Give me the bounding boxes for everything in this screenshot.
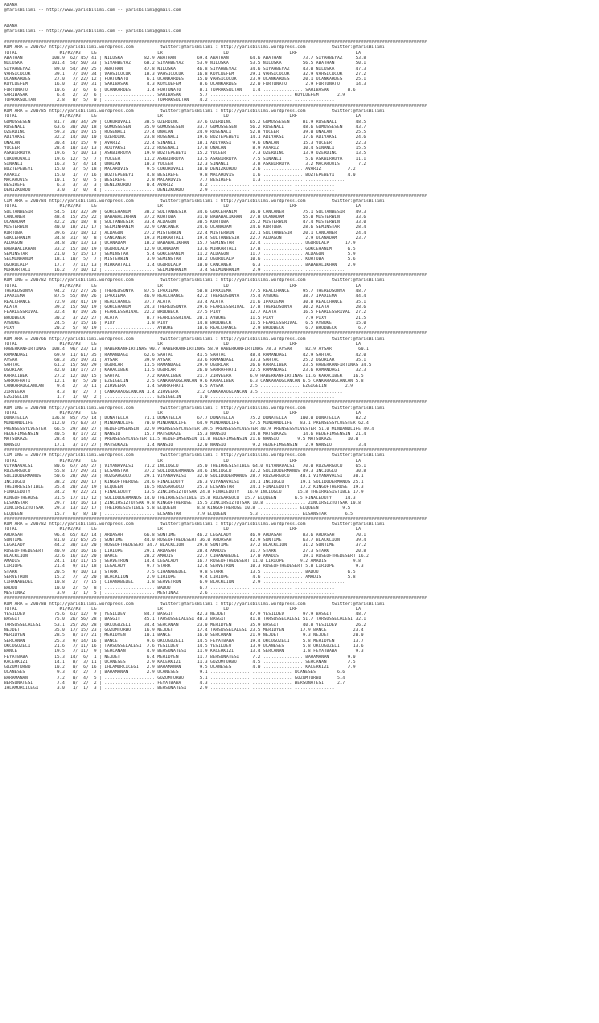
text-line: GOZUMTURBO 10.2 0/ 6/ 16 | IHLAMURCICEGI 2.9 BARAMANAN 9.5 UCANESES 4.0 ............... KACERKIZI 7.9 [4, 665, 356, 671]
text-line: NANSIO 17.1 3/ 17/ 27 | MATSUKAZE 1.4 NANSIO 12.0 NANSIO 9.2 HEDEFIMSENSIN 2.9 NANSIO 3.4 [4, 442, 367, 448]
text-line: IHLAMURCICEGI 3.0 1/ 1/ 3 | ................... BERSUNATESI 2.9 ............... ............... ............... [4, 686, 335, 692]
race-header: KUM ING = 200782 http://yarisbilimi.wordpress.com twitter:@YarisBilimi : http://yarisbilimi.wordpress.com twitter:@YarisBilimi [4, 278, 385, 284]
text-line: PRENSESSYLVESTER 66.5 29/ 38/ 27 | HEDEFIMSENSIN 32.9 PRENSESSYLVESTER 39.5 PRENSESSYLVESTER 40.9 PRENSESSYLVESTER 51.0 MINDANDLIFE 49.4 [4, 426, 375, 432]
column-header: TOTAL #1/#2/#3 LG LR LD LRF LA [4, 606, 361, 612]
text-line: VAHSICOCUK 39.1 7/ 19/ 34 | VAHSICOCUK 18.3 VAHSICOCUK 16.8 KOYLUEFEM 29.1 VAHSICOCUK 32.9 VAHSICOCUK 27.2 [4, 71, 367, 77]
text-line: SARRAFHATI 12.1 0/ 5/ 20 | EZGIGELIN 2.5 CANKARAOGLANCAN 9.6 KARACIBEK 6.3 CANKARAOGLANCAN 6.5 CANKARAOGLANCAN 5.8 [4, 379, 364, 385]
column-header: TOTAL #1/#2/#3 LG LR LD LRF LA [4, 458, 361, 464]
column-header: TOTAL #1/#2/#3 LG LR LD LRF LA [4, 342, 361, 347]
text-line: BOZTEPEBEYI 15.0 3/ 5/ 18 | MACAROVIS 9.5 CUKUROVALI 10.0 DENIZKURDU 2.6 ............... AVARIZ 7.2 [4, 167, 356, 173]
text-line: HEDEFIMSENSIN 40.5 8/ 17/ 22 | NANSIO 15.7 MATSUKAZE 15.3 NANSIO 24.8 MATSUKAZE 14.6 HEDEFIMSENSIN 21.4 [4, 432, 367, 438]
header-contact: @YarisBilimi -- http://www.yarisbilimi.com -- yarisbilimi@gmail.com [4, 8, 182, 14]
text-line: GOKCEHANIM 34.8 31/ 8/ 8 | CANCANER 19.3 MIRKARTALI 19.4 SULTANBESIR 22.7 ALDAGON 2.9 UCANADAM 23.7 [4, 236, 367, 242]
text-line: KARACIBEK 27.2 12/ 10/ 15 | SAHTAC 7.2 KARACIBEK 21.7 ZIRVEERA 6.9 HABERKANFIRTINAS 11.6 KARACIBEK 16.5 [4, 373, 364, 379]
text-line: MISTERWIN 40.0 18/ 21/ 17 | SELMINHANIM 32.9 CANCANER 24.6 UCANADAM 24.6 KURTOBA 28.6 SEMINSTAR 28.4 [4, 225, 367, 231]
section-separator: ################################################################################################################################################################ [4, 40, 427, 46]
text-line: MACAROVIS 10.1 5/ 0/ 5 | BESIREFE 2.8 MACAROVIS 7.7 BESIREFE 1.3 ............... ............... [4, 177, 345, 183]
text-line: ELQUEEN 15.7 6/ 8/ 10 | ................... ELSANSTAR 7.9 ELQUEEN 5.3 ............... ELSANSTAR 6.5 [4, 511, 353, 517]
text-line: BANCE 19.5 7/ 11/ 9 | SERCANAN 4.9 BERSUNATESI 11.9 KACERKIZI 13.4 SERCANAN 1.8 FEYATBABA 9.3 [4, 649, 364, 655]
text-line: BESIREFE 6.3 3/ 3/ 3 | DENIZKURDU 0.4 AVARIZ 4.2 ............... ............... ............... [4, 183, 335, 189]
text-line: THEREDSONYA 94.2 72/ 27/ 26 | THEREDSONYA 87.5 IPAXIEMA 50.8 IPAXIEMA 77.5 REALCHANCE 95.7 THEREDSONYA 48.7 [4, 289, 367, 295]
text-line: FEYATBABA 15.3 14/ 6/ 1 | NEJDET 6.4 MERIDYEN 11.7 BERSUNATESI 7.2 ............... BARAMANAN 9.0 [4, 654, 356, 660]
section-separator: ################################################################################################################################################################ [4, 447, 427, 453]
text-line: FURTUNATO 10.6 3/ 6/ 6 | UCANKARDES 1.4 FURTUNATO 8.1 TOPRAKSULTAN 1.4 ............... SARIBASAK 8.6 [4, 87, 356, 93]
text-line: BLACKLION 32.6 16/ 12/ 20 | BARCE 28.2 AMADIS 22.7 CIHANABEDEL 17.0 AMADIS 19.1 ROSEOFTHEDESERT 16.2 [4, 553, 369, 559]
text-line: ADANA [4, 24, 18, 30]
text-line: KACERKIZI 14.1 8/ 3/ 11 | UCANESES 2.9 KACERKIZI 11.3 GOZUMTURBO 4.5 ............... SERCANAN 7.5 [4, 659, 356, 665]
text-line: BADUU 10.0 2/ 5/ 8 | ................... BADUU 6.7 ............... ............... ............... [4, 585, 335, 591]
text-line: SUNTIME 81.0 21/ 65/ 25 | SUNTIME 44.0 ROSEOFTHEDESERT 36.0 ARDASAH 42.9 SUNTIME 63.7 BLACKLION 39.4 [4, 537, 367, 543]
text-line: UCANKARDES 27.0 7/ 22/ 12 | FURTUNATO 6.1 UCANKARDES 15.0 VAHSICOCUK 23.9 UCANKARDES 20.1 UCANKARDES 25.1 [4, 77, 367, 83]
text-line: SINANLI 16.3 5/ 4/ 14 | UNALAN 10.3 YUCEER 12.3 SINANLI 3.8 ASKBIRRUYA 3.2 MACAROVIS 7.2 [4, 161, 367, 167]
text-line: MINDANDLIFE 112.0 75/ 63/ 37 | MINDANDLIFE 70.0 MINDANDLIFE 64.9 MINDANDLIFE 57.5 MINDANDLIFE 83.1 PRENSESSYLVESTER 62.4 [4, 421, 369, 427]
race-header: KUM ARA = 200766 http://yarisbilimi.wordpress.com twitter:@YarisBilimi : http://yarisbilimi.wordpress.com twitter:@YarisBilimi [4, 336, 385, 342]
text-line: EZGIGELIN 1.7 1/ 0/ 2 | ................... EZGIGELIN 1.0 ............... ............... ............... [4, 394, 335, 400]
text-line: OKCUGUZELI 21.6 7/ 11/ 16 | TARSUSSELALESI 7.6 YESILDEV 14.5 YESILDEV 13.9 UCANESES 5.8 OKCUGUZELI 13.6 [4, 643, 364, 649]
section-separator: ################################################################################################################################################################ [4, 516, 427, 522]
text-line: ALATA 39.2 15/ 50/ 19 | GOKCEHANIM 24.3 THEREDSONYA 29.6 FEARLESSRIVAL 17.8 THEREDSONYA 30.2 ALATA 28.6 [4, 304, 367, 310]
text-line: MATSUKAZE 28.4 4/ 14/ 32 | PRENSESSYLVESTER 11.5 HEDEFIMSENSIN 11.8 HEDEFIMSENSIN 21.6 NANSIO 9.5 MATSUKAZE 10.0 [4, 437, 359, 443]
text-line: KURTOBA 39.6 23/ 18/ 12 | ALDAGON 27.2 MISTERWIN 22.4 MISTERWIN 22.1 SULTANBESIR 20.1 CANCANER 24.4 [4, 230, 367, 236]
header-city: ADANA [4, 3, 18, 8]
text-line: YUCEER 28.4 10/ 13/ 13 | ADIYAKSI 21.2 RUSENALI 17.8 UNALAN 8.9 AVARIZ 10.4 SINANLI 15.5 [4, 146, 367, 152]
text-line: SULTANBESIR 54.5 14/ 32/ 39 | GOKCEHANIM 38.2 SULTANBESIR 34.6 GOKCEHANIM 36.0 CANCANER 75.1 SULTANBESIR 49.3 [4, 209, 367, 215]
column-header: TOTAL #1/#2/#3 LG LR LD LRF LA [4, 527, 361, 533]
section-separator: ################################################################################################################################################################ [4, 103, 427, 109]
race-header: KUM ING = 200780 http://yarisbilimi.wordpress.com twitter:@YarisBilimi : http://yarisbilimi.wordpress.com twitter:@YarisBilimi [4, 405, 385, 411]
text-line: AMADIS 24.1 14/ 11/ 15 | SERVETRON 14.4 LEGALADY 16.7 ROSEOFTHEDESERT 11.0 LIRIOPE 9.2 AMADIS 9.8 [4, 559, 361, 565]
section-separator: ################################################################################################################################################################ [4, 400, 427, 406]
section-separator: ################################################################################################################################################################ [4, 596, 427, 602]
text-line: MESTINAZ 3.9 1/ 1/ 5 | ................... MESTINAZ 2.6 ............... ............... ............... [4, 590, 335, 596]
text-line: NILUSKA 101.4 54/ 50/ 33 | SIYAHBEYAZ 68.2 SIYAHBEYAZ 53.9 NILUSKA 53.5 NILUSKA 56.5 ABATHAN 50.1 [4, 61, 367, 67]
text-line: RUZGARGUCU 55.8 17/ 29/ 31 | ELSANSTAR 37.2 SOLIDODERMANOS 34.6 INCIOGLU 32.2 SOLIDODERMANOS 49.3 INCIOGLU 30.8 [4, 469, 367, 475]
race-header: KUM ARA = 200782 http://yarisbilimi.wordpress.com twitter:@YarisBilimi : http://yarisbilimi.wordpress.com twitter:@YarisBilimi [4, 522, 385, 528]
text-line: ROSEOFTHEDESERT 40.9 24/ 16/ 16 | LIRIOPE 29.1 ARDASAH 28.4 AMADIS 31.7 STARK 27.3 STARK 20.8 [4, 548, 367, 554]
text-line: SOLIDODERMANOS 50.6 28/ 20/ 23 | RUZGARGUCU 29.1 VIYANAVALSI 32.0 SOLIDODERMANOS 28.7 RUZGARGUCU 48.1 VIYANAVALSI 30.1 [4, 474, 364, 480]
text-line: CANCANER 48.4 15/ 25/ 22 | BABABALIKHAN 37.2 KURTOBA 31.0 BABABALIKHAN 27.8 UCANADAM 55.0 MISTERWIN 33.6 [4, 214, 367, 220]
text-line: TARSUSSELALESI 53.1 25/ 26/ 28 | OKCUGUZELI 34.4 SERCANAN 23.0 MERIDYEN 35.9 BASGIT 40.8 YESILDEV 26.2 [4, 622, 367, 628]
race-header: KUM ARA = 200780 http://yarisbilimi.wordpress.com twitter:@YarisBilimi : http://yarisbilimi.wordpress.com twitter:@YarisBilimi [4, 601, 385, 607]
text-line: BRODBECK 30.2 3/ 22/ 27 | ALATA 8.7 FEARLESSRIVAL 20.1 AYBUKE 11.5 PIXY 7.9 PIXY 21.5 [4, 315, 367, 321]
text-line: NEJDET 35.0 17/ 15/ 23 | GOZUMTURBO 16.9 NEJDET 17.4 TARSUSSELALESI 23.5 MERIDYEN 17.9 BANCE 23.4 [4, 628, 364, 634]
text-line: SERCANAN 25.3 9/ 14/ 16 | BANCE 9.6 OKCUGUZELI 14.5 FEYATBABA 19.4 OKCUGUZELI 5.8 MERIDYEN 13.7 [4, 638, 364, 644]
column-header: TOTAL #1/#2/#3 LG LR LD LRF LA [4, 50, 361, 56]
text-line: BARAMANAN 7.2 0/ 4/ 5 | ................... GOZUMTURBO 5.1 ............... ............... GOZUMTURBO 5.4 [4, 675, 345, 681]
text-line: BERSUNATESI 7.4 0/ 2/ 2 | ................... FEYATBABA 4.3 ............... ............... BERSUNATESI 2.7 [4, 681, 345, 686]
text-line: @YarisBilimi -- http://www.yarisbilimi.com -- yarisbilimi@gmail.com [4, 29, 182, 35]
text-line: SEMINSTAR 21.0 5/ 15/ 17 | SEMINSTAR 5.4 GOKCEHANIM 11.2 ALDAGON 11.7 ............... ALDAGON 5.9 [4, 251, 356, 257]
text-line: YESILDEV 75.6 61/ 12/ 9 | YESILDEV 84.7 BASGIT 42.3 NEJDET 47.9 YESILDEV 97.9 BASGIT 48.7 [4, 612, 367, 618]
text-line: BASGIT 75.0 26/ 56/ 28 | BASGIT 45.1 TARSUSSELALESI 40.3 BASGIT 41.8 TARSUSSELALESI 51.7 TARSUSSELALESI 32.1 [4, 617, 367, 623]
text-line: FEARLESSRIVAL 32.4 8/ 19/ 26 | FEARLESSRIVAL 22.2 BRODBECK 27.5 PIXY 12.7 ALATA 16.5 FEARLESSRIVAL 27.2 [4, 310, 367, 316]
text-line: SERVETRON 15.2 7/ 2/ 20 | BLACKLION 2.9 LIRIOPE 9.4 LIRIOPE 4.6 ............... AMADIS 5.8 [4, 575, 356, 581]
text-line: DONATELLA 136.8 85/ 75/ 14 | DONATELLA 71.1 DONATELLA 67.7 DONATELLA 75.2 DONATELLA 100.0 DONATELLA 82.2 [4, 416, 367, 422]
text-line: UCANESES 9.3 4/ 2/ 7 | BARAMANAN 2.9 UCANESES 9.1 ............... ............... UCANESES 6.6 [4, 670, 345, 676]
text-line: UNALAN 30.4 14/ 15/ 9 | AVARIZ 22.4 SINANLI 18.1 ADIYAKSI 9.6 UNALAN 15.3 YUCEER 22.3 [4, 140, 367, 146]
race-header: KUM ARA = 200767 http://yarisbilimi.wordpress.com twitter:@YarisBilimi : http://yarisbilimi.wordpress.com twitter:@YarisBilimi [4, 45, 385, 51]
text-line: REALCHANCE 72.9 34/ 41/ 19 | REALCHANCE 37.7 ALATA 33.4 ALATA 21.6 IPAXIEMA 30.8 REALCHANCE 35.1 [4, 299, 367, 305]
text-line: AYSAR 68.3 35/ 19/ 31 | AYSAR 39.9 AYSAR 33.6 RAMANDAGI 33.3 SAHTAC 25.2 UGURLAR 35.1 [4, 357, 367, 363]
text-line: CIHANABEDEL 10.8 2/ 7/ 15 | CIHANABEDEL 1.8 SERVETRON 6.9 BLACKLION 2.9 ............... ............... [4, 580, 345, 586]
text-line: LEGALADY 44.2 30/ 13/ 20 | ROSEOFTHEDESERT 34.7 BLACKLION 29.8 SUNTIME 37.2 BLACKLION 31.2 SUNTIME 37.2 [4, 543, 367, 549]
text-line: FINALEDUTY 34.2 9/ 22/ 21 | FINALEDUTY 13.5 ZINCIRSIZTUTSAK 24.8 FINALEDUTY 16.9 INCIOGLU 15.8 THEIRRESISTIBLE 17.9 [4, 490, 364, 496]
text-line: UCANADAM 42.2 26/ 18/ 8 | SULTANBESIR 33.4 ALDAGON 30.5 KURTOBA 25.2 MISTERWIN 47.4 MISTERWIN 33.0 [4, 220, 367, 226]
text-line: AVARIZ 15.0 1/ 7/ 16 | BOZTEPEBEYI 4.8 BESIREFE 9.8 MACAROVIS 1.6 ............... BOZTEPEBEYI 4.0 [4, 172, 356, 178]
text-line: ADIYAKSI 32.2 14/ 10/ 10 | OZERDINC 23.8 RUSENALI 19.6 BOZTEPEBEYI 14.1 ADIYAKSI 17.6 ADIYAKSI 24.6 [4, 135, 367, 141]
text-line: RAMANDAGI 69.9 11/ 61/ 35 | RAMANDAGI 62.6 SAHTAC 41.5 SAHTAC 48.4 RAMANDAGI 42.9 SAHTAC 42.0 [4, 352, 367, 358]
race-header: KUM ARA = 200785 http://yarisbilimi.wordpress.com twitter:@YarisBilimi : http://yarisbilimi.wordpress.com twitter:@YarisBilimi [4, 108, 385, 114]
text-line: ASKBIRRUYA 19.6 5/ 10/ 13 | ASKBIRRUYA 19.9 BOZTEPEBEYI 15.2 YUCEER 7.3 OZERDINC 13.9 OZERDINC 13.5 [4, 151, 367, 157]
text-line: MIRKARTALI 16.2 7/ 10/ 12 | ................... SELMINHANIM 3.4 SELMINHANIM 2.9 ............... ............... [4, 267, 345, 273]
race-tables [4, 24, 595, 691]
text-line: CANKARAOGLANCAN 9.4 2/ 3/ 11 | ZIRVEERA 1.4 SARRAFHATI 6.5 AYSAR 2.5 ............... EZGIGELIN 2.9 [4, 384, 353, 390]
text-line: SELMINHANIM 18.1 10/ 5/ 7 | MISTERWIN 3.9 SEMINSTAR 10.2 UGURULALP 10.6 ............... KURTOBA 5.6 [4, 257, 356, 263]
text-line: KOYLUEFEM 16.0 1/ 19/ 31 | SARIBASAK 4.3 KOYLUEFEM 8.6 UCANKARDES 22.0 FURTUNATO 2.9 FURTUNATO 14.3 [4, 82, 367, 88]
text-line: SARIBASAK 6.4 2/ 2/ 6 | ................... SARIBASAK 5.7 ............... ............... KOYLUEFEM 2.9 [4, 93, 345, 99]
text-line: KINGOFTHEROSE 31.5 17/ 11/ 12 | SOLIDODERMANOS 14.0 THEIRRESISTIBLE 15.8 RUZGARGUCU 15.7 ELQUEEN 6.5 FINALEDUTY 14.3 [4, 495, 356, 501]
text-line: UGURLAR 42.0 18/ 17/ 27 | KARACIBEK 11.5 UGURLAR 26.0 SARRAFHATI 22.5 RAMANDAGI 23.6 RAMANDAGI 32.3 [4, 368, 367, 374]
text-line: ABATHAN 108.9 62/ 45/ 41 | NILUSKA 82.9 ABATHAN 69.4 ABATHAN 64.6 ABATHAN 73.7 SIYAHBEYAZ 53.8 [4, 55, 367, 61]
text-line: BABABALIKHAN 33.2 15/ 18/ 19 | UGURULALP 12.9 UCANADAM 13.6 MIRKARTALI 17.8 ............... GOKCEHANIM 6.5 [4, 246, 356, 252]
section-separator: ################################################################################################################################################################ [4, 273, 427, 279]
text-line: LIRIOPE 21.4 9/ 11/ 18 | LEGALADY 9.7 STARK 12.4 SERVETRON 10.3 ROSEOFTHEDESERT 5.8 LIRIOPE 9.3 [4, 564, 364, 570]
text-line: UGURULALP 17.7 7/ 11/ 13 | MIRKARTALI 1.4 UGURULALP 10.0 CANCANER 6.3 ............... BABABALIKHAN 2.9 [4, 262, 356, 268]
text-line: HABERKANFIRTINAS 108.4 96/ 23/ 13 | HABERKANFIRTINAS 90.7 HABERKANFIRTINAS 58.9 HABERKANFIRTINAS 78.3 AYSAR 82.9 AYSAR 60.1 [4, 347, 369, 353]
section-separator: ################################################################################################################################################################ [4, 193, 427, 199]
text-line: VIYANAVALSI 80.6 67/ 24/ 27 | VIYANAVALSI 71.2 INCIOGLU 35.0 THEIRRESISTIBLE 64.0 VIYANAVALSI 70.0 RUZGARGUCU 65.1 [4, 463, 367, 469]
text-line: INCIOGLU 38.2 24/ 20/ 17 | KINGOFTHEROSE 24.6 FINALEDUTY 26.3 VIYANAVALSI 24.1 INCIOGLU 19.1 SOLIDODERMANOS 25.1 [4, 479, 364, 485]
text-line: ELSANSTAR 29.7 14/ 16/ 13 | ZINCIRSIZTUTSAK 9.8 KINGOFTHEROSE 15.5 ZINCIRSIZTUTSAK 10.8 ............... ZINCIRSIZTUTSAK 10.8 [4, 500, 361, 506]
text-line: RUSENALI 63.6 30/ 20/ 18 | GUMUSSESEN 35.9 GUMUSSESEN 33.7 GUMUSSESEN 56.2 RUSENALI 48.6 GUMUSSESEN 43.7 [4, 124, 367, 130]
text-line: SAHTAC 61.2 15/ 50/ 29 | UGURLAR 11.5 RAMANDAGI 29.9 UGURLAR 26.6 KARACIBEK 23.5 HABERKANFIRTINAS 34.5 [4, 363, 372, 369]
column-header: TOTAL #1/#2/#3 LG LR LD LRF LA [4, 283, 361, 289]
text-line: MERIDYEN 28.5 8/ 17/ 21 | MERIDYEN 10.1 BANCE 16.0 SERCANAN 21.9 NEJDET 9.3 NEJDET 20.0 [4, 633, 364, 639]
text-line: ZIRVEERA 4.3 0/ 2/ 7 | CANKARAOGLANCAN 1.4 ZIRVEERA 2.2 CANKARAOGLANCAN 3.5 ............... ............... [4, 389, 343, 395]
text-line: ARDASAH 96.4 65/ 42/ 14 | ARDASAH 66.8 SUNTIME 46.2 LEGALADY 46.9 ARDASAH 83.6 ARDASAH 70.1 [4, 532, 367, 538]
text-line: TOPRAKSULTAN 2.8 0/ 5/ 0 | ................... TOPRAKSULTAN 4.2 ............... ............... ............... [4, 98, 335, 104]
text-line: STARK 20.5 9/ 10/ 13 | STARK 7.5 CIHANABEDEL 9.8 STARK 13.5 ............... BADUU 6.5 [4, 569, 356, 575]
text-line: AYBUKE 24.5 3/ 15/ 16 | PIXY 1.8 PIXY 14.8 BRODBECK 11.5 FEARLESSRIVAL 6.5 AYBUKE 15.0 [4, 320, 367, 326]
text-line: DENIZKURDU 3.0 1/ 0/ 4 | ................... DENIZKURDU 2.9 ............... ............... ............... [4, 188, 335, 194]
text-line: THEIRRESISTIBLE 35.4 20/ 23/ 19 | ELQUEEN 16.5 RUZGARGUCU 25.3 ELSANSTAR 24.1 FINALEDUTY 17.2 KINGOFTHEROSE 19.3 [4, 485, 364, 491]
column-header: TOTAL #1/#2/#3 LG LR LD LRF LA [4, 204, 361, 210]
race-header: CIM ARA = 200784 http://yarisbilimi.wordpress.com twitter:@YarisBilimi : http://yarisbilimi.wordpress.com twitter:@YarisBilimi [4, 198, 385, 204]
text-line: CUKUROVALI 19.6 12/ 5/ 7 | YUCEER 11.2 ASKBIRRUYA 13.5 ASKBIRRUYA 7.5 SINANLI 5.6 ASKBIRRUYA 11.1 [4, 156, 367, 162]
text-line: IPAXIEMA 87.5 55/ 49/ 26 | IPAXIEMA 46.9 REALCHANCE 42.2 THEREDSONYA 75.4 AYBUKE 38.7 IPAXIEMA 44.4 [4, 294, 367, 300]
column-header: TOTAL #1/#2/#3 LG LR LD LRF LA [4, 410, 361, 416]
text-line: PIXY 20.2 5/ 8/ 19 | ................... AYBUKE 10.6 REALCHANCE 2.9 BRODBECK 6.7 BRODBECK 6.7 [4, 326, 367, 332]
text-line: ALDAGON 34.8 20/ 13/ 13 | UCANADAM 18.2 BABABALIKHAN 15.7 SEMINSTAR 22.4 ............... UGURULALP 17.9 [4, 241, 356, 247]
text-line: ZINCIRSIZTUTSAK 29.3 13/ 12/ 17 | THEIRRESISTIBLE 5.8 ELQUEEN 8.8 KINGOFTHEROSE 10.8 ............... ELQUEEN 9.5 [4, 506, 351, 512]
text-line: OZERDINC 59.3 26/ 19/ 15 | RUSENALI 27.4 UNALAN 24.9 RUSENALI 52.8 YUCEER 39.0 UNALAN 25.5 [4, 130, 367, 136]
text-line: SIYAHBEYAZ 89.0 54/ 39/ 25 | ABATHAN 47.8 NILUSKA 46.8 SIYAHBEYAZ 34.6 SIYAHBEYAZ 43.0 NILUSKA 47.3 [4, 66, 367, 72]
column-header: TOTAL #1/#2/#3 LG LR LD LRF LA [4, 114, 361, 120]
race-header: CIM ING = 200779 http://yarisbilimi.wordpress.com twitter:@YarisBilimi : http://yarisbilimi.wordpress.com twitter:@YarisBilimi [4, 453, 385, 459]
section-separator: ################################################################################################################################################################ [4, 331, 427, 337]
text-line: GUMUSSESEN 81.7 38/ 34/ 29 | CUKUROVALI 38.5 OZERDINC 37.6 OZERDINC 65.2 GUMUSSESEN 81.9 RUSENALI 48.5 [4, 119, 367, 125]
